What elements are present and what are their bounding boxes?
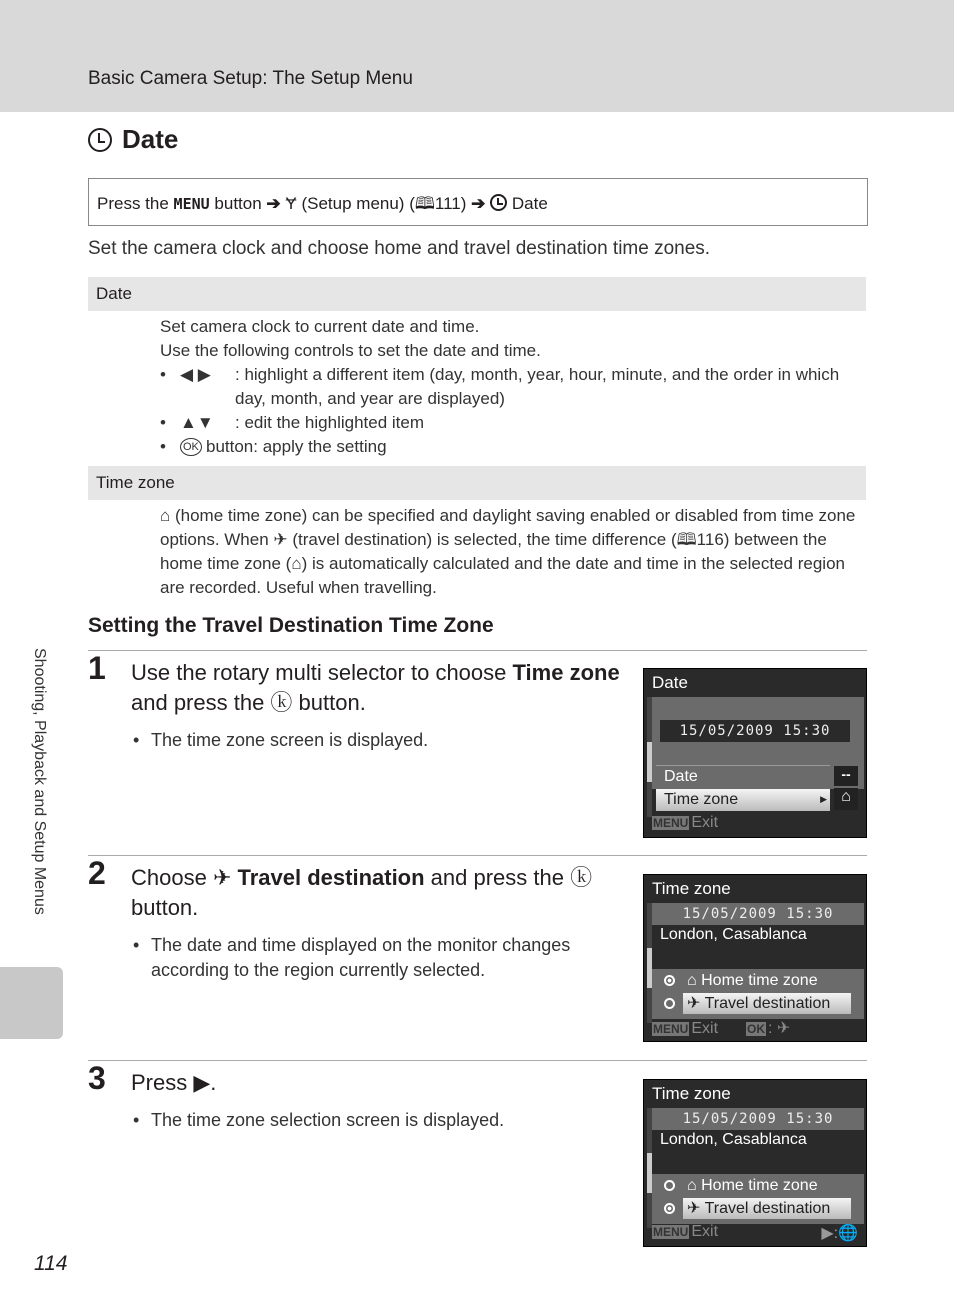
clock-icon [88,128,112,152]
item-label: Time zone [664,791,739,808]
option-label: Home time zone [701,972,818,989]
text: and press the ⓚ button. [131,690,366,715]
globe-hint: ▶:🌐 [821,1225,858,1242]
section-title: Basic Camera Setup: The Setup Menu [88,68,413,89]
ok-icon: • OK [180,438,202,456]
menu-item-date[interactable]: Date [656,765,830,787]
option-label: Travel destination [704,1200,831,1217]
menu-path-box [88,178,868,226]
step-instruction [131,658,631,718]
step-note: • The time zone selection screen is displayed. [133,1108,613,1133]
datetime-display: 15/05/2009 15:30 [682,1111,834,1127]
step-note: • The time zone screen is displayed. [133,728,613,753]
plane-icon: ✈ [687,995,705,1012]
option-travel-destination[interactable] [656,1198,864,1220]
footer [652,814,718,834]
menu-icon: MENU [653,1225,689,1239]
divider [88,855,867,856]
city-name: London, Casablanca [652,925,864,969]
datetime-display: 15/05/2009 15:30 [682,906,834,922]
title-text: Date [122,124,179,154]
datetime-display: 15/05/2009 15:30 [660,720,850,742]
date-description [160,315,860,459]
ok-icon: OK [747,1022,766,1036]
arrow-right-icon: ▶ [820,794,827,804]
camera-screen-date [643,668,867,838]
arrow-icon: ➔ [266,194,281,213]
intro-text: Set the camera clock and choose home and travel destination time zones. [88,238,711,259]
plane-icon: ✈ [687,1200,705,1217]
time-zone-description: ⌂ (home time zone) can be specified and daylight saving enabled or disabled from time zone options. When ✈ (travel destination) is selected, the time difference (🕮116) between the home time zone (⌂) is automatically calculated and the date and time in the selected region are recorded. Useful when travelling. [160,506,856,597]
path-text: Date [511,194,548,213]
option-home-time-zone[interactable] [656,970,864,992]
ok-hint: : ✈ [768,1020,791,1037]
menu-icon: MENU [653,1022,689,1036]
home-icon: ⌂ [687,972,702,989]
camera-screen-time-zone [643,874,867,1042]
screen-title: Time zone [652,879,731,898]
arrow-icon: ➔ [471,194,486,213]
text-bold: Time zone [512,660,620,685]
item-text: : edit the highlighted item [235,413,425,432]
city-name: London, Casablanca [652,1130,864,1174]
step-instruction [131,863,631,923]
menu-item-time-zone[interactable] [656,789,830,811]
list-item [160,363,860,411]
home-icon: ⌂ [834,788,858,810]
exit-label: Exit [691,1223,719,1240]
list-item [160,411,860,435]
step-number: 3 [88,1060,106,1096]
option-travel-destination[interactable] [656,993,864,1015]
list-item [160,435,860,459]
path-text: Press the [97,194,169,213]
divider [88,650,867,651]
date-value: -- [834,766,858,786]
footer [652,1223,858,1243]
text-line: Use the following controls to set the date and time. [160,341,541,360]
section-heading: Setting the Travel Destination Time Zone [88,614,494,637]
menu-icon: MENU [653,816,689,830]
item-text: : highlight a different item (day, month, year, hour, minute, and the order in which day, month, and year are displayed) [235,365,840,408]
running-header [0,0,954,112]
book-icon: 🕮 [414,194,435,213]
page-title [88,124,178,155]
radio-selected [664,975,675,986]
text: and press the ⓚ button. [131,865,593,920]
exit-label: Exit [691,1020,719,1037]
path-text: button [214,194,262,213]
path-text: (Setup menu) ( [301,194,415,213]
menu-button-label: MENU [173,195,210,213]
option-home-time-zone[interactable] [656,1175,864,1197]
side-tab-label: Shooting, Playback and Setup Menus [31,648,48,915]
item-text: button: apply the setting [206,437,387,456]
page-ref: 111) [434,194,467,213]
table-header-date: Date [88,277,866,311]
step-note: • The date and time displayed on the monitor changes according to the region currently selected. [133,933,613,983]
text: Choose ✈ [131,865,238,890]
table-header-time-zone: Time zone [88,466,866,500]
page-number: 114 [34,1252,68,1275]
text-bold: Travel destination [237,865,425,890]
wrench-icon: Ɏ [285,194,297,213]
option-label: Home time zone [701,1177,818,1194]
screen-title: Time zone [652,1084,731,1103]
camera-screen-time-zone-travel [643,1079,867,1247]
step-number: 1 [88,650,106,686]
divider [88,1060,867,1061]
option-label: Travel destination [704,995,831,1012]
home-icon: ⌂ [687,1177,702,1194]
screen-title: Date [652,673,688,692]
radio-unselected [664,998,675,1009]
step-instruction: Press ▶. [131,1070,217,1095]
footer [652,1018,852,1038]
text: Use the rotary multi selector to choose [131,660,513,685]
radio-unselected [664,1180,675,1191]
exit-label: Exit [691,814,719,831]
side-tab-marker [0,967,63,1039]
left-right-icon: • ◀ ▶ [180,365,211,384]
clock-icon [490,194,507,211]
text-line: Set camera clock to current date and time. [160,317,480,336]
up-down-icon: • ▲▼ [180,413,214,432]
radio-selected [664,1203,675,1214]
step-number: 2 [88,855,106,891]
